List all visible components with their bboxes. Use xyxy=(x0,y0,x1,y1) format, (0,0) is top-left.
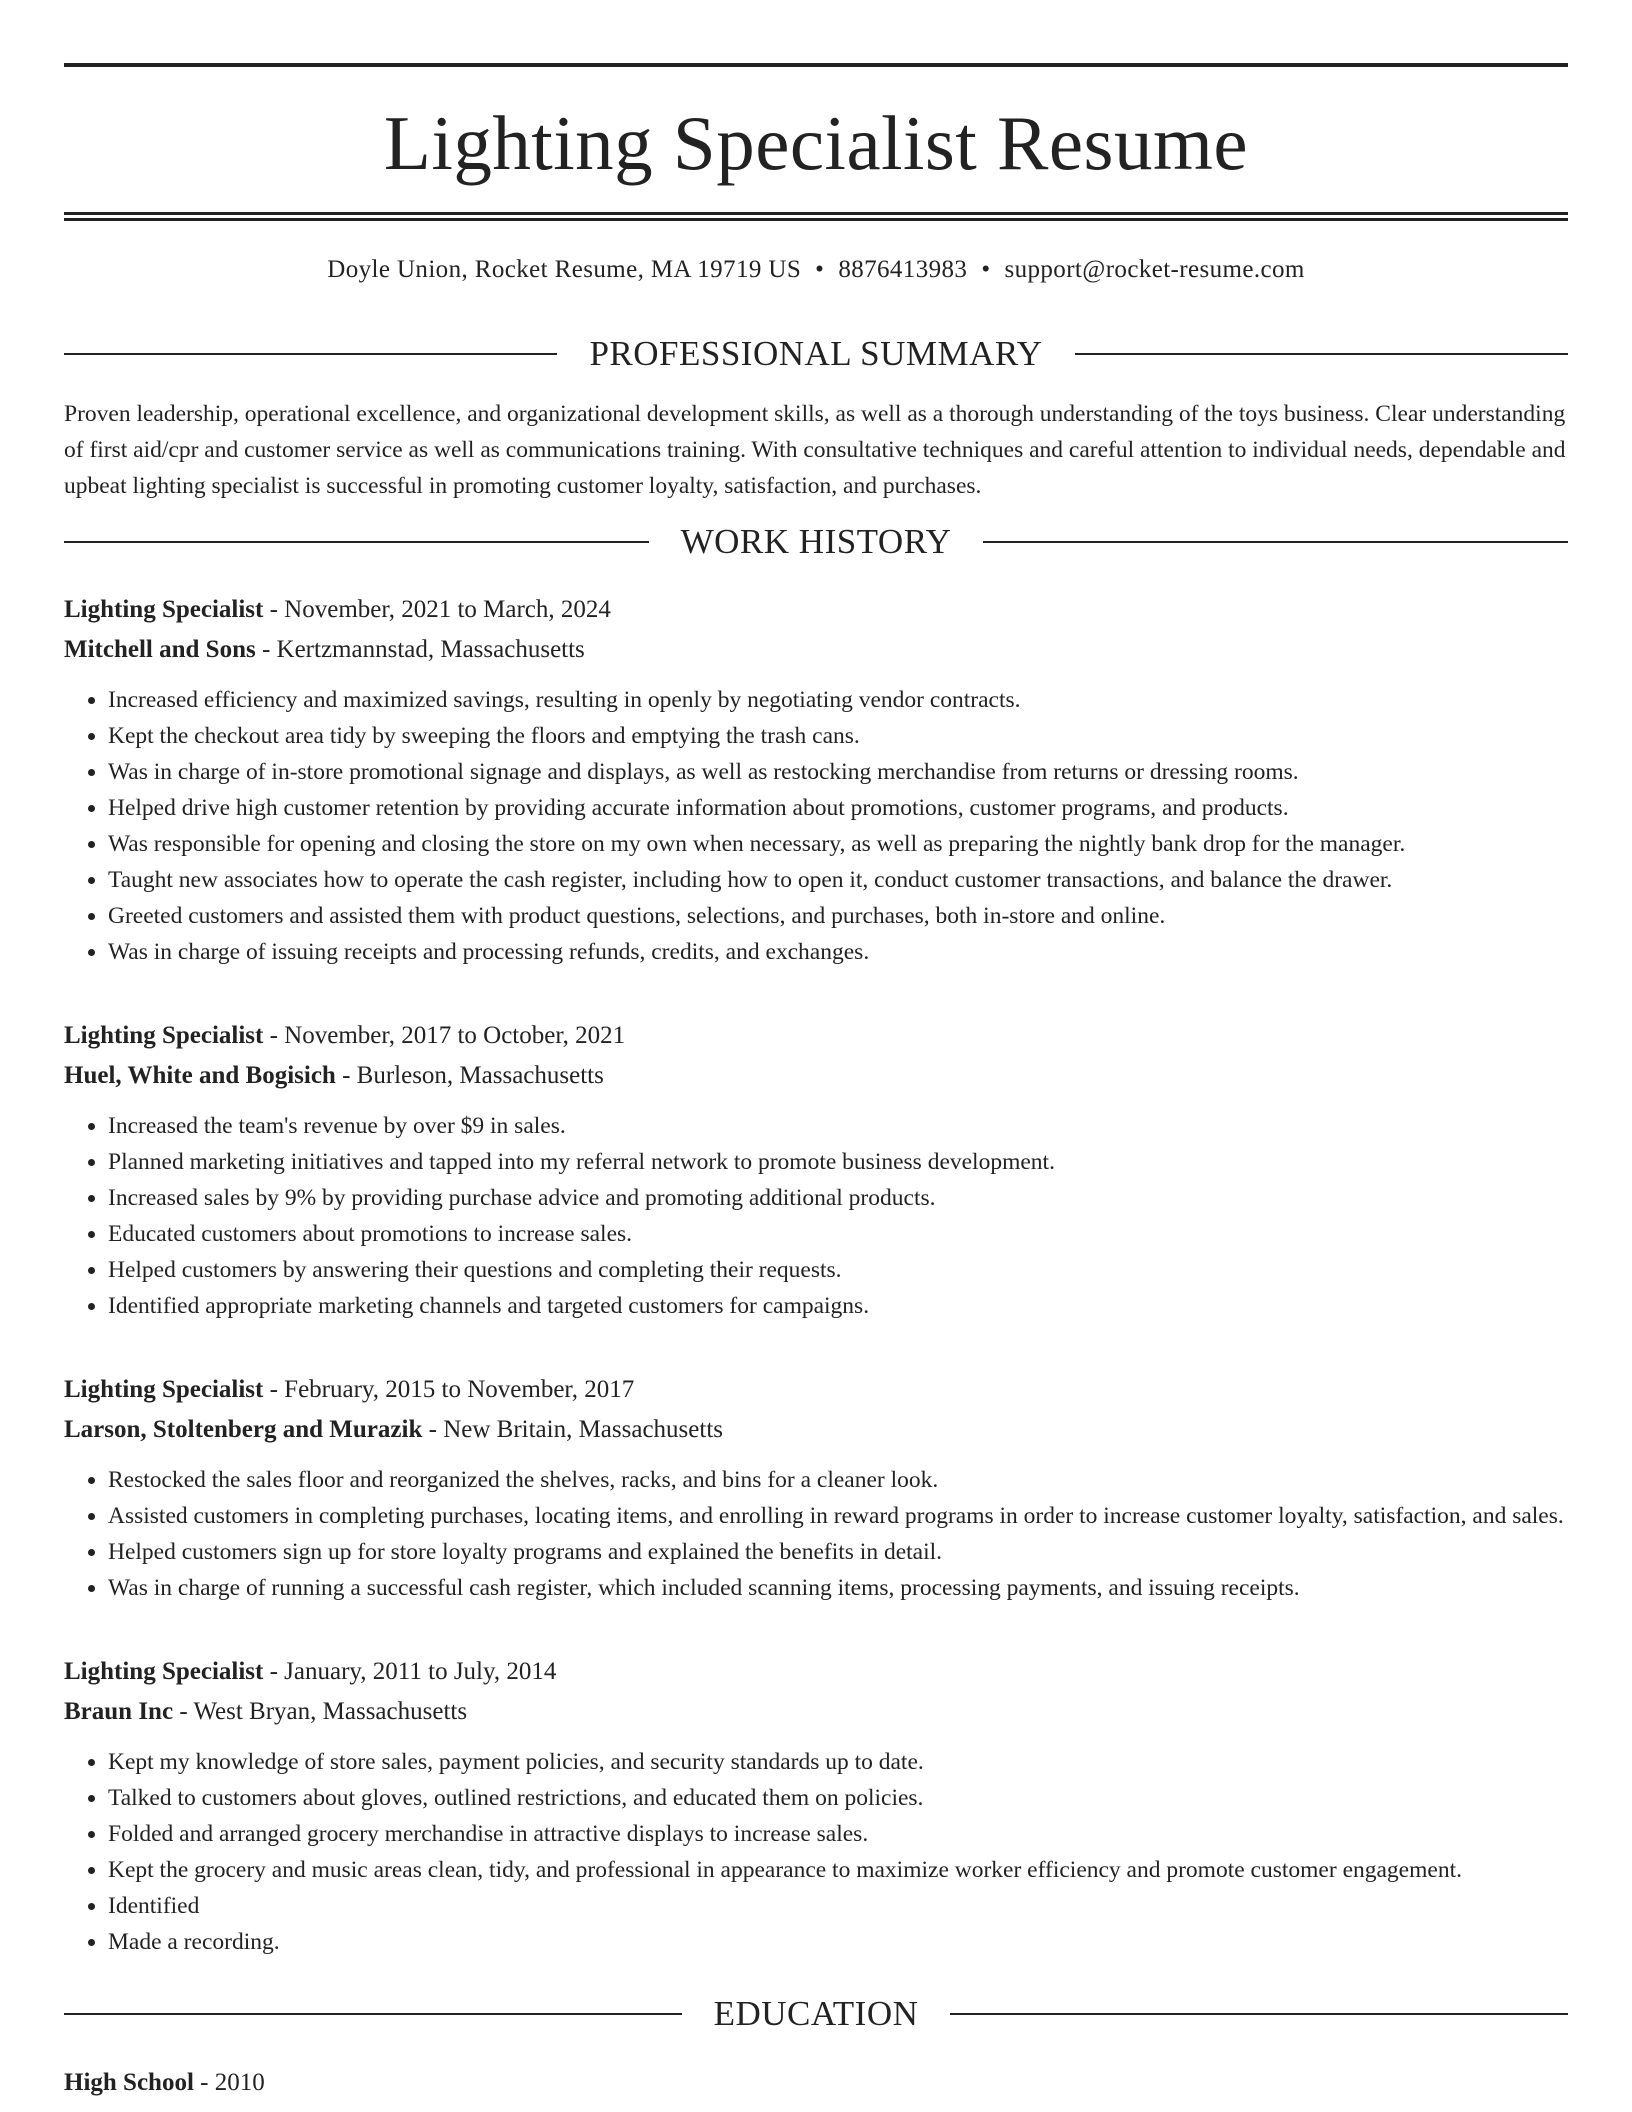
job-bullet: • Assisted customers in completing purchases, locating items, and enrolling in reward programs in order to increase customer loyalty, satisfaction, and sales. xyxy=(108,1498,1568,1534)
job-bullets xyxy=(64,1462,1568,1606)
heading-rule-right xyxy=(1075,353,1568,355)
contact-phone: 8876413983 xyxy=(838,256,968,283)
job-title-line xyxy=(64,1016,1568,1056)
contact-separator: • xyxy=(981,256,991,283)
job-bullet: • Made a recording. xyxy=(108,1924,1568,1960)
job-title-line xyxy=(64,590,1568,630)
work-history-list xyxy=(64,590,1568,1960)
job-company-line xyxy=(64,1692,1568,1732)
dash: - xyxy=(263,1658,285,1685)
job-bullet: • Kept the grocery and music areas clean, tidy, and professional in appearance to maximize worker efficiency and promote customer engagement. xyxy=(108,1852,1568,1888)
dash: - xyxy=(335,1062,357,1089)
education-year: 2010 xyxy=(214,2069,265,2096)
job-dates: January, 2011 to July, 2014 xyxy=(284,1658,557,1685)
education-degree: High School xyxy=(64,2069,194,2096)
dash: - xyxy=(422,1416,444,1443)
job-title: Lighting Specialist xyxy=(64,1376,264,1403)
job-entry xyxy=(64,590,1568,970)
job-bullets xyxy=(64,682,1568,970)
dash: - xyxy=(255,636,277,663)
job-dates: November, 2017 to October, 2021 xyxy=(284,1022,626,1049)
top-rule xyxy=(64,63,1568,67)
job-company: Braun Inc xyxy=(64,1698,174,1725)
section-heading-summary xyxy=(64,336,1568,371)
contact-address: Doyle Union, Rocket Resume, MA 19719 US xyxy=(327,256,802,283)
job-bullet: • Greeted customers and assisted them with product questions, selections, and purchases, both in-store and online. xyxy=(108,898,1568,934)
resume-title: Lighting Specialist Resume xyxy=(383,100,1249,186)
job-bullet: • Was in charge of issuing receipts and processing refunds, credits, and exchanges. xyxy=(108,934,1568,970)
job-bullet: • Helped drive high customer retention by providing accurate information about promotions, customer programs, and products. xyxy=(108,790,1568,826)
job-location: Burleson, Massachusetts xyxy=(356,1062,604,1089)
job-dates: November, 2021 to March, 2024 xyxy=(284,596,611,623)
dash: - xyxy=(173,1698,194,1725)
job-bullet: • Educated customers about promotions to increase sales. xyxy=(108,1216,1568,1252)
section-heading-label: EDUCATION xyxy=(713,1994,919,2033)
job-company: Huel, White and Bogisich xyxy=(64,1062,336,1089)
job-title: Lighting Specialist xyxy=(64,1658,264,1685)
job-bullet: • Was responsible for opening and closing the store on my own when necessary, as well as preparing the nightly bank drop for the manager. xyxy=(108,826,1568,862)
heading-rule-right xyxy=(983,541,1568,543)
job-bullet: • Was in charge of running a successful cash register, which included scanning items, processing payments, and issuing receipts. xyxy=(108,1570,1568,1606)
job-bullet: • Helped customers sign up for store loyalty programs and explained the benefits in detail. xyxy=(108,1534,1568,1570)
dash: - xyxy=(263,596,285,623)
job-company-line xyxy=(64,1056,1568,1096)
job-bullet: • Planned marketing initiatives and tapped into my referral network to promote business development. xyxy=(108,1144,1568,1180)
contact-email: support@rocket-resume.com xyxy=(1004,256,1305,283)
job-bullet: • Kept my knowledge of store sales, payment policies, and security standards up to date. xyxy=(108,1744,1568,1780)
job-location: New Britain, Massachusetts xyxy=(443,1416,723,1443)
contact-separator: • xyxy=(815,256,825,283)
heading-rule-left xyxy=(64,541,649,543)
job-bullet: • Restocked the sales floor and reorganized the shelves, racks, and bins for a cleaner look. xyxy=(108,1462,1568,1498)
job-entry xyxy=(64,1016,1568,1324)
heading-rule-left xyxy=(64,2013,682,2015)
job-bullet: • Increased efficiency and maximized savings, resulting in openly by negotiating vendor contracts. xyxy=(108,682,1568,718)
summary-text: Proven leadership, operational excellence, and organizational development skills, as well as a thorough understanding of the toys business. Clear understanding of first aid/cpr and customer service as well as communications training. With consultative techniques and careful attention to individual needs, dependable and upbeat lighting specialist is successful in promoting customer loyalty, satisfaction, and purchases. xyxy=(64,401,1566,499)
job-bullet: • Talked to customers about gloves, outlined restrictions, and educated them on policies. xyxy=(108,1780,1568,1816)
job-company: Larson, Stoltenberg and Murazik xyxy=(64,1416,423,1443)
title-double-rule xyxy=(64,212,1568,221)
job-bullets xyxy=(64,1108,1568,1324)
dash: - xyxy=(193,2069,215,2096)
heading-rule-right xyxy=(950,2013,1568,2015)
job-bullet: • Increased the team's revenue by over $9 in sales. xyxy=(108,1108,1568,1144)
job-bullet: • Was in charge of in-store promotional signage and displays, as well as restocking merchandise from returns or dressing rooms. xyxy=(108,754,1568,790)
job-bullets xyxy=(64,1744,1568,1960)
job-bullet: • Kept the checkout area tidy by sweeping the floors and emptying the trash cans. xyxy=(108,718,1568,754)
job-bullet: • Increased sales by 9% by providing purchase advice and promoting additional products. xyxy=(108,1180,1568,1216)
dash: - xyxy=(263,1022,285,1049)
contact-line xyxy=(64,257,1568,282)
job-bullet: • Identified xyxy=(108,1888,1568,1924)
education-entry xyxy=(64,2063,1568,2103)
job-entry xyxy=(64,1652,1568,1960)
job-company-line xyxy=(64,630,1568,670)
job-title: Lighting Specialist xyxy=(64,596,264,623)
job-company-line xyxy=(64,1410,1568,1450)
dash: - xyxy=(263,1376,285,1403)
section-heading-education xyxy=(64,1996,1568,2031)
section-heading-label: WORK HISTORY xyxy=(680,522,952,561)
section-heading-label: PROFESSIONAL SUMMARY xyxy=(589,334,1043,373)
job-bullet: • Identified appropriate marketing channels and targeted customers for campaigns. xyxy=(108,1288,1568,1324)
job-title-line xyxy=(64,1370,1568,1410)
job-entry xyxy=(64,1370,1568,1606)
job-title-line xyxy=(64,1652,1568,1692)
heading-rule-left xyxy=(64,353,557,355)
job-location: Kertzmannstad, Massachusetts xyxy=(276,636,585,663)
job-bullet: • Helped customers by answering their questions and completing their requests. xyxy=(108,1252,1568,1288)
job-dates: February, 2015 to November, 2017 xyxy=(284,1376,635,1403)
job-company: Mitchell and Sons xyxy=(64,636,256,663)
job-location: West Bryan, Massachusetts xyxy=(193,1698,468,1725)
job-bullet: • Taught new associates how to operate the cash register, including how to open it, conduct customer transactions, and balance the drawer. xyxy=(108,862,1568,898)
section-heading-work xyxy=(64,524,1568,559)
job-bullet: • Folded and arranged grocery merchandise in attractive displays to increase sales. xyxy=(108,1816,1568,1852)
job-title: Lighting Specialist xyxy=(64,1022,264,1049)
